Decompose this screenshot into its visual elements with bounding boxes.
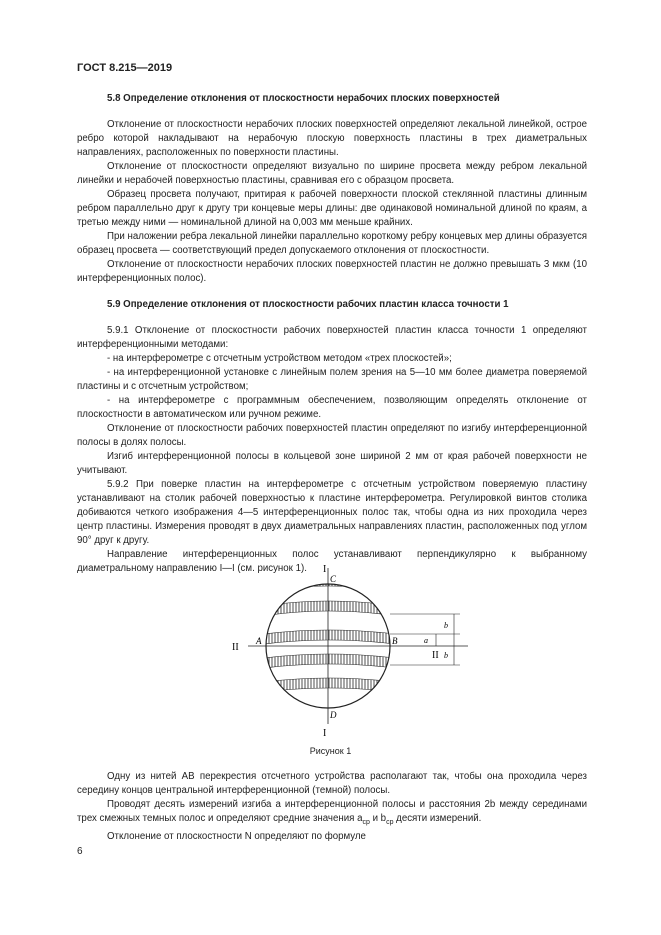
s59-paragraph-1: 5.9.1 Отклонение от плоскостности рабочих поверхностей пластин класса точности 1 определяют интерференционными методами: bbox=[77, 325, 587, 350]
fringe-band bbox=[250, 678, 410, 694]
section-5-9-title: 5.9 Определение отклонения от плоскостности рабочих пластин класса точности 1 bbox=[107, 299, 509, 310]
main-text bbox=[77, 92, 587, 576]
label-ii-left: II bbox=[232, 642, 239, 653]
s59-bullet-3: - на интерферометре с программным обеспечением, позволяющим определять отклонение от плоскостности в автоматическом или ручном режиме. bbox=[77, 395, 587, 420]
s59-bullet-1: - на интерферометре с отсчетным устройством методом «трех плоскостей»; bbox=[107, 353, 452, 364]
s59-paragraph-2: Отклонение от плоскостности рабочих поверхностей пластин определяют по изгибу интерференционной полосы в долях полосы. bbox=[77, 423, 587, 448]
s59-paragraph-5: Направление интерференционных полос устанавливают перпендикулярно к выбранному диаметральному направлению I—I (см. рисунок 1). bbox=[77, 549, 587, 574]
label-ii-right: II bbox=[432, 650, 439, 661]
s58-paragraph-1: Отклонение от плоскостности нерабочих плоских поверхностей определяют лекальной линейкой, острое ребро которой накладывают на нерабочую плоскую поверхность пластины в трех диаметральных направлениях, расположенных по поверхности пластины. bbox=[77, 119, 587, 158]
after-paragraph-2: Проводят десять измерений изгиба a интерференционной полосы и расстояния 2b между серединами трех смежных темных полос и определяют средние значения $a_{ср}$ и $b_{ср}$ десяти измерений. bbox=[77, 799, 587, 826]
label-i-top: I bbox=[323, 564, 327, 575]
figure-caption: Рисунок 1 bbox=[309, 746, 352, 756]
s58-paragraph-4: При наложении ребра лекальной линейки параллельно короткому ребру концевых мер длины образуется образец просвета — соответствующий предел допускаемого отклонения от плоскостности. bbox=[77, 231, 587, 256]
label-i-bottom: I bbox=[323, 728, 327, 739]
s59-paragraph-3: Изгиб интерференционной полосы в кольцевой зоне шириной 2 мм от края рабочей поверхности не учитывают. bbox=[77, 451, 587, 476]
s58-paragraph-2: Отклонение от плоскостности определяют визуально по ширине просвета между ребром лекальной линейки и нерабочей поверхностью пластины, сравнивая его с образцом просвета. bbox=[77, 161, 587, 186]
document-header: ГОСТ 8.215—2019 bbox=[77, 62, 173, 74]
s59-paragraph-4: 5.9.2 При поверке пластин на интерферометре с отсчетным устройством поверяемую пластину устанавливают на столик рабочей поверхностью к пластине интерферометра. Регулировкой винтов столика добиваются четкого изображения 4—5 интерференционных полос так, чтобы одна из них проходила через центр пластины. Измерения проводят в двух диаметральных направлениях пластин, расположенных под углом 90° друг к другу. bbox=[77, 479, 587, 546]
dim-label-a: a bbox=[424, 636, 428, 645]
section-5-8-title: 5.8 Определение отклонения от плоскостности нерабочих плоских поверхностей bbox=[107, 93, 500, 104]
point-c: C bbox=[330, 574, 337, 584]
point-d: D bbox=[330, 710, 337, 720]
s58-paragraph-5: Отклонение от плоскостности нерабочих плоских поверхностей пластин не должно превышать 3 мкм (10 интерференционных полос). bbox=[77, 259, 587, 284]
point-b: B bbox=[392, 636, 398, 646]
fringe-band bbox=[250, 630, 410, 646]
post-figure-text bbox=[77, 770, 587, 844]
point-a: A bbox=[256, 636, 262, 646]
s58-paragraph-3: Образец просвета получают, притирая к рабочей поверхности плоской стеклянной пластины длинным ребром параллельно друг к другу три концевые меры длины: две одинаковой номинальной длиной по краям, а третью между ними — номинальной длиной на 0,003 мм меньше крайних. bbox=[77, 189, 587, 228]
after-paragraph-1: Одну из нитей AB перекрестия отсчетного устройства располагают так, чтобы она проходила через середину концов центральной интерференционной (темной) полосы. bbox=[77, 771, 587, 796]
dim-label-b-lower: b bbox=[444, 651, 448, 660]
figure-1-diagram bbox=[220, 558, 480, 748]
s59-bullet-2: - на интерференционной установке с линейным полем зрения на 5—10 мм более диаметра поверяемой пластины и с отсчетным устройством; bbox=[77, 367, 587, 392]
page-number: 6 bbox=[77, 846, 83, 857]
dim-label-b: b bbox=[444, 621, 448, 630]
after-paragraph-3: Отклонение от плоскостности N определяют по формуле bbox=[107, 830, 366, 842]
